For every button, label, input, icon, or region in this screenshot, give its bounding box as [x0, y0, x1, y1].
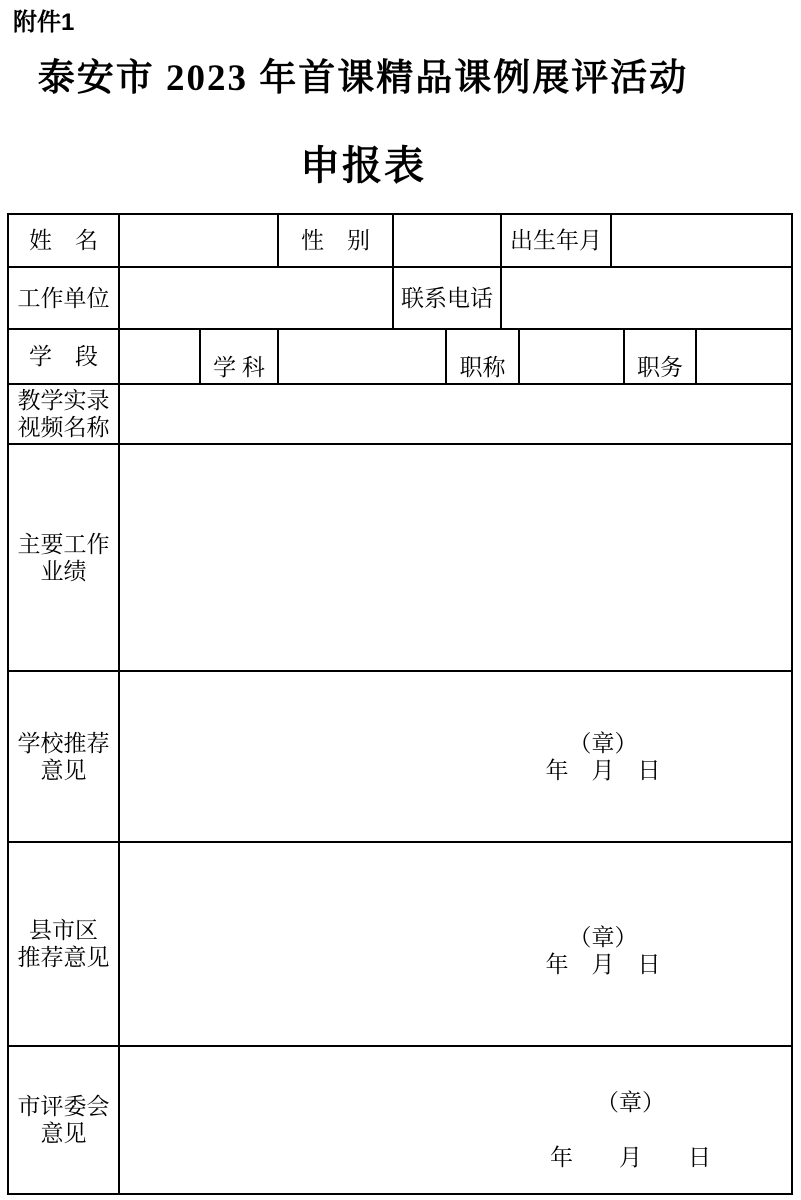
achievements-label-line1: 主要工作: [17, 531, 110, 557]
committee-opinion-label-line1: 市评委会: [17, 1094, 110, 1119]
professional-title-value-cell: [520, 330, 625, 383]
achievements-label-line2: 业绩: [40, 558, 87, 584]
school-opinion-label-line2: 意见: [40, 757, 87, 783]
video-name-value-cell: [120, 385, 791, 443]
stage-label: 学 段: [9, 330, 120, 383]
subject-value-cell: [279, 330, 447, 383]
video-name-label: [9, 385, 120, 443]
school-stamp-placeholder: （章）: [568, 730, 638, 756]
achievements-value-cell: [120, 445, 791, 670]
table-row-school-opinion: [9, 672, 791, 843]
county-stamp-block: [543, 924, 663, 978]
county-opinion-label-line1: 县市区: [29, 918, 98, 943]
application-table: [7, 213, 793, 1195]
work-unit-label: 工作单位: [9, 268, 120, 328]
county-opinion-content-cell: [120, 843, 791, 1045]
name-value-cell: [120, 215, 279, 266]
table-row-stage-subject: [9, 330, 791, 385]
table-row-video-name: [9, 385, 791, 445]
committee-opinion-content-cell: [120, 1047, 791, 1193]
name-label: 姓 名: [9, 215, 120, 266]
committee-opinion-label: [9, 1047, 120, 1193]
video-name-label-line2: 视频名称: [17, 415, 110, 440]
birth-date-value-cell: [612, 215, 791, 266]
stage-value-cell: [120, 330, 201, 383]
phone-label: 联系电话: [394, 268, 502, 328]
committee-stamp-placeholder: （章）: [596, 1090, 665, 1115]
school-opinion-label-line1: 学校推荐: [17, 730, 110, 756]
birth-date-label: 出生年月: [502, 215, 612, 266]
committee-opinion-label-line2: 意见: [40, 1121, 87, 1146]
county-date-placeholder: 年 月 日: [545, 952, 661, 977]
form-subtitle: 申报表: [300, 143, 426, 188]
subject-label: 学 科: [201, 330, 279, 383]
school-stamp-block: [543, 730, 663, 784]
subtitle-block: [0, 143, 726, 189]
work-unit-value-cell: [120, 268, 394, 328]
duty-value-cell: [697, 330, 791, 383]
form-title: 泰安市 2023 年首课精品课例展评活动: [37, 58, 689, 99]
table-row-committee-opinion: [9, 1047, 791, 1193]
county-opinion-label: [9, 843, 120, 1045]
table-row-basic-info: [9, 215, 791, 268]
committee-stamp-block: [548, 1089, 713, 1171]
school-opinion-content-cell: [120, 672, 791, 841]
table-row-achievements: [9, 445, 791, 672]
title-block: [0, 58, 726, 100]
table-row-unit-phone: [9, 268, 791, 330]
professional-title-label: 职称: [447, 330, 520, 383]
school-opinion-label: [9, 672, 120, 841]
school-date-placeholder: 年 月 日: [545, 757, 661, 783]
duty-label: 职务: [625, 330, 697, 383]
phone-value-cell: [502, 268, 791, 328]
gender-label: 性 别: [279, 215, 394, 266]
video-name-label-line1: 教学实录: [17, 388, 110, 413]
table-row-county-opinion: [9, 843, 791, 1047]
achievements-label: [9, 445, 120, 670]
gender-value-cell: [394, 215, 502, 266]
county-stamp-placeholder: （章）: [568, 925, 638, 950]
county-opinion-label-line2: 推荐意见: [17, 945, 110, 970]
committee-date-placeholder: 年 月 日: [550, 1145, 711, 1170]
attachment-label: 附件1: [13, 9, 75, 36]
